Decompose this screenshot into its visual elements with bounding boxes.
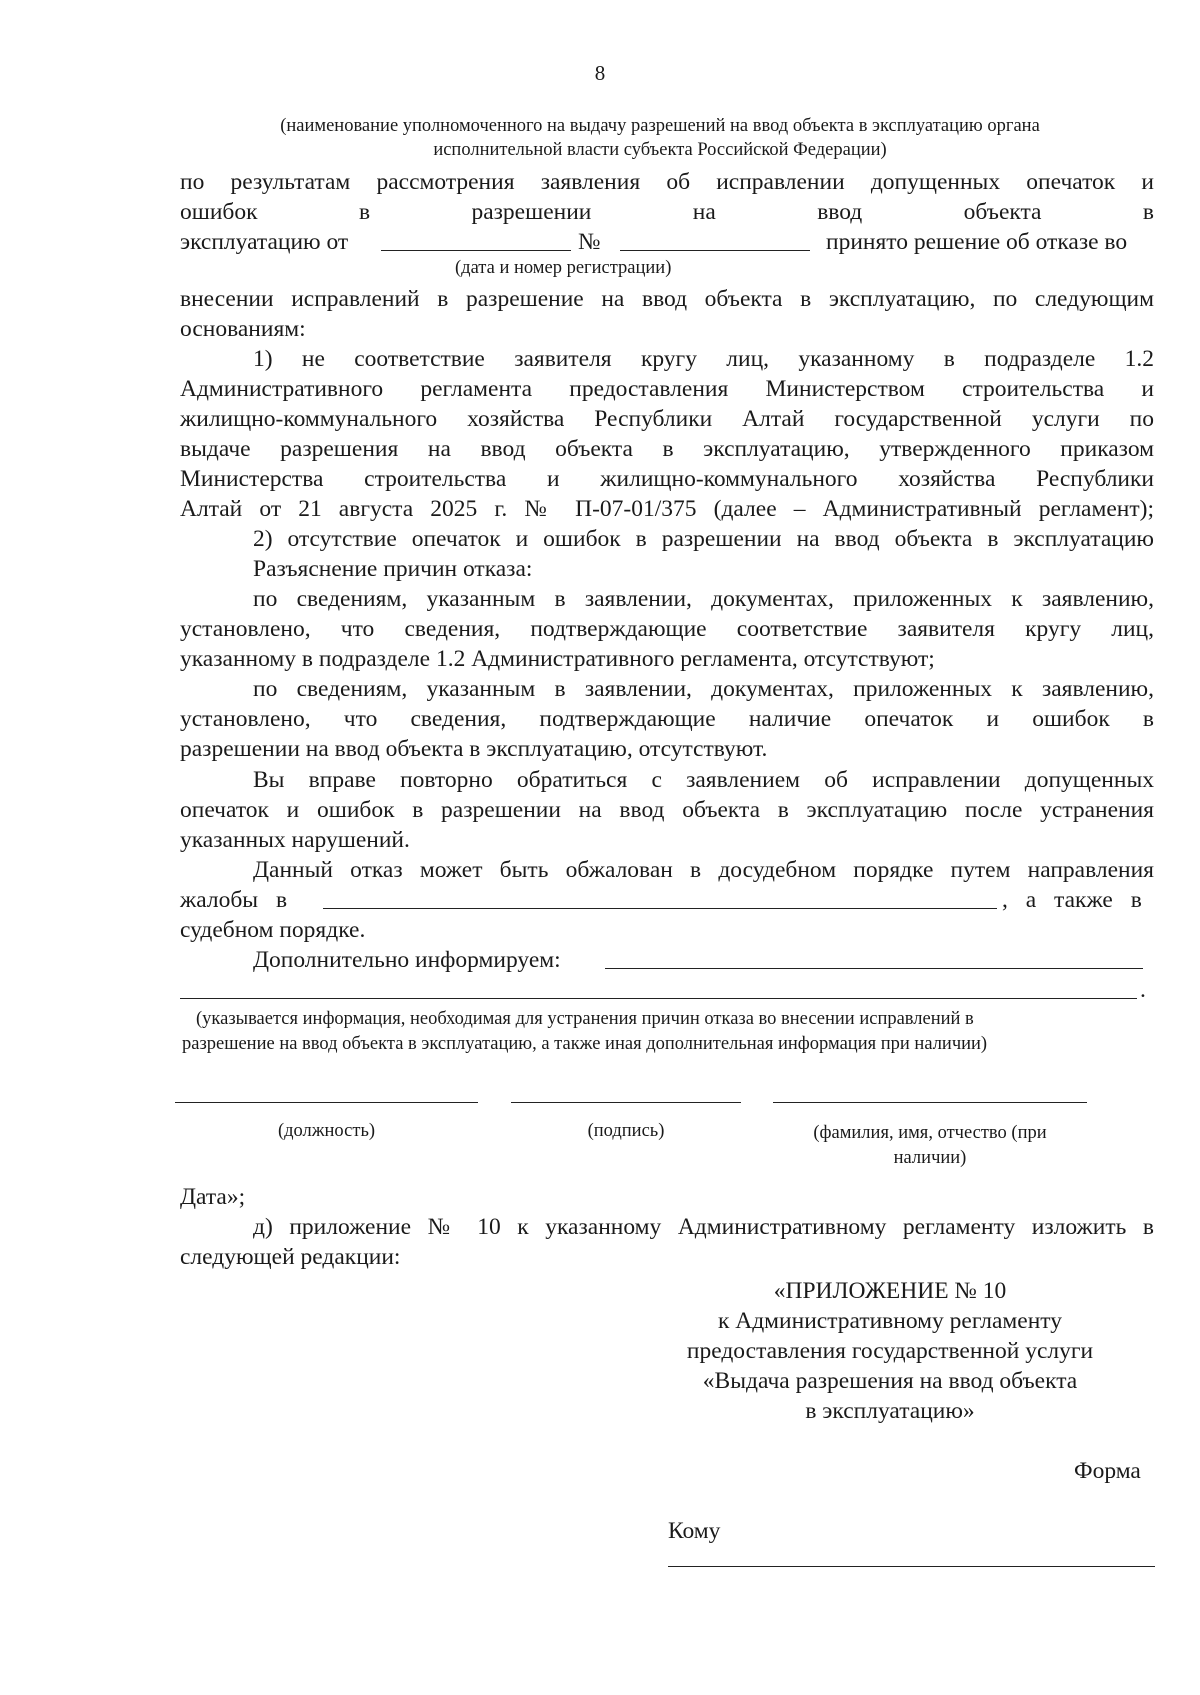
ground1-line4-text: выдаче разрешения на ввод объекта в эксплуатацию, утвержденного приказом (180, 436, 1154, 462)
appendix-title: «ПРИЛОЖЕНИЕ № 10 (773, 1278, 1007, 1304)
date-line: Дата»; (180, 1184, 246, 1210)
explanation1-line1 (253, 584, 1154, 614)
appendix-line5: в эксплуатацию» (805, 1398, 975, 1424)
ground1-line5 (180, 464, 1154, 494)
intro-word: объекта (963, 199, 1042, 225)
explanation-title: Разъяснение причин отказа: (253, 556, 533, 582)
explanation1-line1-text: по сведениям, указанным в заявлении, документах, приложенных к заявлению, (253, 586, 1154, 612)
intro-line2 (180, 197, 1154, 227)
reapply-line3: указанных нарушений. (180, 827, 410, 853)
explanation2-line1-text: по сведениям, указанным в заявлении, документах, приложенных к заявлению, (253, 676, 1154, 702)
ground1-line3 (180, 404, 1154, 434)
position-signature-line (175, 1102, 478, 1103)
ground1-line1 (253, 344, 1154, 374)
explanation2-line1 (253, 674, 1154, 704)
explanation1-line2-text: установлено, что сведения, подтверждающие соответствие заявителя кругу лиц, (180, 616, 1154, 642)
reapply-line1 (253, 765, 1154, 795)
ground2 (253, 524, 1154, 554)
intro-line4 (180, 284, 1154, 314)
intro-word: в (1142, 199, 1154, 225)
number-blank-line (620, 250, 810, 251)
reapply-line2 (180, 795, 1154, 825)
intro-word: ввод (817, 199, 863, 225)
reapply-line2-text: опечаток и ошибок в разрешении на ввод объекта в эксплуатацию после устранения (180, 797, 1154, 823)
appendix-line4: «Выдача разрешения на ввод объекта (702, 1368, 1078, 1394)
intro-line1-text: по результатам рассмотрения заявления об исправлении допущенных опечаток и (180, 169, 1154, 195)
additional-label: Дополнительно информируем: (253, 947, 561, 973)
form-label: Форма (1074, 1458, 1141, 1484)
ground2-text: 2) отсутствие опечаток и ошибок в разрешении на ввод объекта в эксплуатацию (253, 526, 1154, 552)
explanation2-line2-text: установлено, что сведения, подтверждающие наличие опечаток и ошибок в (180, 706, 1154, 732)
to-blank-line (668, 1566, 1155, 1567)
sign-signature-line (511, 1102, 741, 1103)
position-caption: (должность) (277, 1121, 376, 1141)
additional-caption-line1: (указывается информация, необходимая для устранения причин отказа во внесении исправлений в (196, 1009, 974, 1029)
additional-blank-line1 (605, 968, 1143, 969)
intro-word: в (358, 199, 371, 225)
intro-line5: основаниям: (180, 316, 306, 342)
explanation1-line3: указанному в подразделе 1.2 Административного регламента, отсутствуют; (180, 646, 935, 672)
date-number-caption: (дата и номер регистрации) (455, 258, 672, 278)
appeal-line1-text: Данный отказ может быть обжалован в досудебном порядке путем направления (253, 857, 1154, 883)
intro-line3-start: эксплуатацию от (180, 229, 349, 255)
date-blank-line (381, 250, 571, 251)
intro-word: на (692, 199, 716, 225)
number-sign: № (578, 229, 601, 255)
ground1-line4 (180, 434, 1154, 464)
amendment-line2: следующей редакции: (180, 1244, 401, 1270)
page-number: 8 (594, 61, 606, 85)
authority-caption-line2: исполнительной власти субъекта Российской Федерации) (433, 140, 887, 160)
reapply-line1-text: Вы вправе повторно обратиться с заявлением об исправлении допущенных (253, 767, 1154, 793)
additional-blank-line2 (180, 998, 1137, 999)
ground1-line6-text: Алтай от 21 августа 2025 г. № П-07-01/375 (далее – Административный регламент); (180, 496, 1154, 522)
additional-caption-line2: разрешение на ввод объекта в эксплуатацию, а также иная дополнительная информация при наличии) (182, 1034, 988, 1054)
intro-line4-text: внесении исправлений в разрешение на ввод объекта в эксплуатацию, по следующим (180, 286, 1154, 312)
explanation2-line3: разрешении на ввод объекта в эксплуатацию, отсутствуют. (180, 736, 768, 762)
appendix-line2: к Административному регламенту (717, 1308, 1063, 1334)
additional-end-mark: . (1140, 977, 1146, 1003)
ground1-line1-text: 1) не соответствие заявителя кругу лиц, указанному в подразделе 1.2 (253, 346, 1154, 372)
ground1-line5-text: Министерства строительства и жилищно-коммунального хозяйства Республики (180, 466, 1154, 492)
to-label: Кому (668, 1518, 721, 1544)
appeal-blank-line (323, 908, 997, 909)
appeal-line2-end: , а также в (1002, 887, 1142, 913)
ground1-line3-text: жилищно-коммунального хозяйства Республики Алтай государственной услуги по (180, 406, 1154, 432)
appeal-line1 (253, 855, 1154, 885)
authority-caption-line1: (наименование уполномоченного на выдачу разрешений на ввод объекта в эксплуатацию органа (280, 116, 1040, 136)
explanation1-line2 (180, 614, 1154, 644)
appendix-line3: предоставления государственной услуги (686, 1338, 1094, 1364)
intro-word: ошибок (180, 199, 258, 225)
intro-word: разрешении (471, 199, 592, 225)
name-caption-line2: наличии) (893, 1148, 967, 1168)
intro-line3-end: принято решение об отказе во (826, 229, 1128, 255)
name-signature-line (773, 1102, 1087, 1103)
sign-caption: (подпись) (587, 1121, 665, 1141)
ground1-line2-text: Административного регламента предоставления Министерством строительства и (180, 376, 1154, 402)
ground1-line6 (180, 494, 1154, 524)
intro-line1 (180, 167, 1154, 197)
ground1-line2 (180, 374, 1154, 404)
appeal-line2-start: жалобы в (180, 887, 288, 913)
appeal-line3: судебном порядке. (180, 917, 366, 943)
amendment-line1-text: д) приложение № 10 к указанному Административному регламенту изложить в (253, 1214, 1154, 1240)
name-caption-line1: (фамилия, имя, отчество (при (813, 1123, 1047, 1143)
explanation2-line2 (180, 704, 1154, 734)
amendment-line1 (253, 1212, 1154, 1242)
